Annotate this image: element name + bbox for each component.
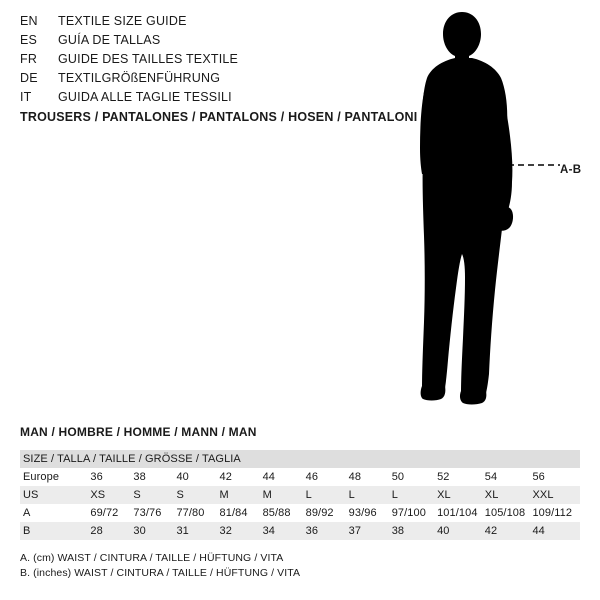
footnote-a: A. (cm) WAIST / CINTURA / TAILLE / HÜFTUNG / VITA [20, 552, 284, 564]
silhouette-graphic [400, 8, 600, 408]
language-row [20, 52, 380, 71]
cell: 56 [532, 471, 545, 483]
table-row [20, 486, 580, 504]
table-row [20, 468, 580, 486]
language-code: ES [20, 33, 38, 47]
cell: 44 [532, 522, 580, 540]
cell: 42 [219, 471, 232, 483]
cell: 38 [392, 522, 437, 540]
cell: 36 [90, 471, 103, 483]
table-title: MAN / HOMBRE / HOMME / MANN / MAN [20, 425, 257, 439]
language-text: TEXTILGRÖßENFÜHRUNG [58, 71, 221, 85]
table-header-label: SIZE / TALLA / TAILLE / GRÖSSE / TAGLIA [20, 450, 580, 468]
language-text: GUIDA ALLE TAGLIE TESSILI [58, 90, 232, 104]
language-list [20, 14, 380, 109]
cell: 85/88 [262, 507, 291, 519]
measure-label-ab: A-B [560, 164, 582, 176]
cell: M [220, 486, 263, 504]
cell: 40 [437, 522, 485, 540]
cell: 32 [220, 522, 263, 540]
row-label: A [23, 507, 31, 519]
cell: 105/108 [484, 507, 526, 519]
language-code: FR [20, 52, 38, 66]
language-row [20, 33, 380, 52]
row-label: US [20, 486, 90, 504]
footnote-b: B. (inches) WAIST / CINTURA / TAILLE / HÜFTUNG / VITA [20, 567, 301, 579]
language-text: GUIDE DES TAILLES TEXTILE [58, 52, 239, 66]
table-row [20, 522, 580, 540]
cell: XL [485, 486, 533, 504]
language-code: DE [20, 71, 38, 85]
cell: M [263, 486, 306, 504]
language-row [20, 71, 380, 90]
cell: 34 [263, 522, 306, 540]
cell: 28 [90, 522, 133, 540]
cell: 97/100 [391, 507, 426, 519]
page-title: TROUSERS / PANTALONES / PANTALONS / HOSEN / PANTALONI [20, 110, 418, 124]
cell: L [306, 486, 349, 504]
cell: 36 [306, 522, 349, 540]
language-code: IT [20, 90, 32, 104]
cell: 89/92 [305, 507, 334, 519]
cell: 54 [484, 471, 498, 483]
cell: XXL [532, 486, 580, 504]
size-table [20, 450, 580, 540]
table-row-header [20, 450, 580, 468]
table-row [20, 504, 580, 522]
cell: XL [437, 486, 485, 504]
cell: 52 [437, 471, 450, 483]
cell: L [392, 486, 437, 504]
cell: 42 [485, 522, 533, 540]
cell: 44 [262, 471, 275, 483]
cell: 101/104 [437, 507, 478, 519]
row-label: Europe [23, 471, 60, 483]
cell: 46 [305, 471, 319, 483]
cell: 93/96 [348, 507, 377, 519]
cell: 50 [391, 471, 405, 483]
cell: 81/84 [219, 507, 248, 519]
cell: 38 [133, 471, 146, 483]
cell: S [133, 486, 176, 504]
language-row [20, 14, 380, 33]
cell: 37 [349, 522, 392, 540]
cell: 73/76 [133, 507, 162, 519]
language-row [20, 90, 380, 109]
language-text: TEXTILE SIZE GUIDE [58, 14, 187, 28]
cell: XS [90, 486, 133, 504]
language-text: GUÍA DE TALLAS [58, 33, 161, 47]
cell: S [176, 486, 219, 504]
cell: 30 [133, 522, 176, 540]
figure-silhouette [400, 8, 600, 408]
cell: 31 [176, 522, 219, 540]
language-code: EN [20, 14, 38, 28]
footnotes [20, 551, 300, 581]
cell: 40 [176, 471, 189, 483]
row-label: B [20, 522, 90, 540]
cell: 69/72 [90, 507, 119, 519]
cell: L [349, 486, 392, 504]
cell: 109/112 [532, 507, 573, 519]
cell: 77/80 [176, 507, 205, 519]
cell: 48 [348, 471, 362, 483]
